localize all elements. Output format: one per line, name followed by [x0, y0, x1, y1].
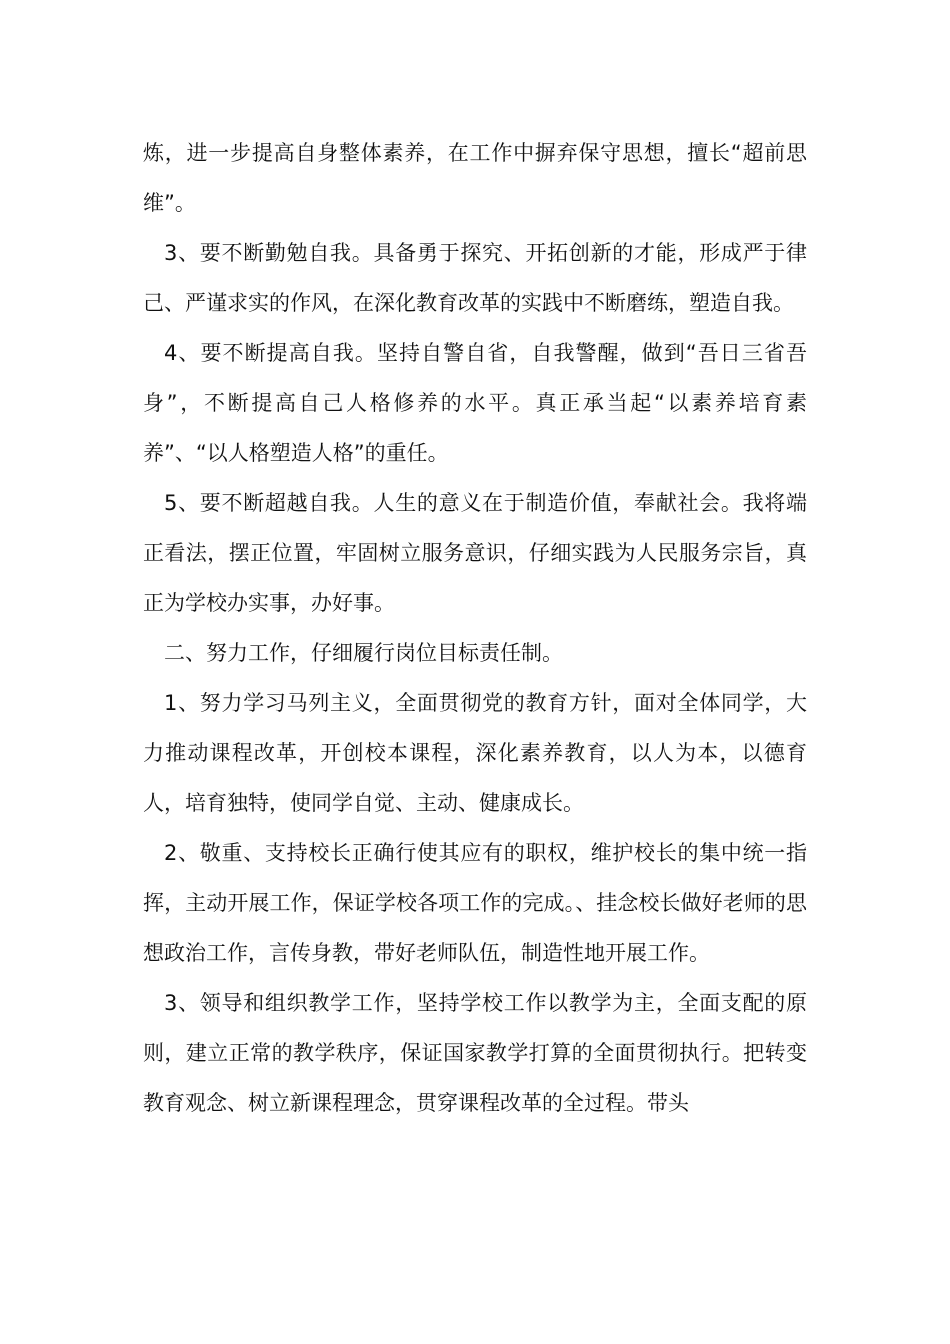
paragraph-section2-item-3: 3、领导和组织教学工作，坚持学校工作以教学为主，全面支配的原则，建立正常的教学秩序，保证国家教学打算的全面贯彻执行。把转变教育观念、树立新课程理念，贯穿课程改革的全过程。带头	[143, 991, 807, 1115]
section-heading-2: 二、努力工作，仔细履行岗位目标责任制。	[164, 641, 563, 665]
paragraph-section2-item-1: 1、努力学习马列主义，全面贯彻党的教育方针，面对全体同学，大力推动课程改革，开创校本课程，深化素养教育，以人为本，以德育人，培育独特，使同学自觉、主动、健康成长。	[143, 691, 807, 815]
paragraph-item-4: 4、要不断提高自我。坚持自警自省，自我警醒，做到“吾日三省吾身”，不断提高自己人格修养的水平。真正承当起“以素养培育素养”、“以人格塑造人格”的重任。	[143, 341, 807, 465]
paragraph-section2-item-2: 2、敬重、支持校长正确行使其应有的职权，维护校长的集中统一指挥，主动开展工作，保证学校各项工作的完成。、挂念校长做好老师的思想政治工作，言传身教，带好老师队伍，制造性地开展工作。	[143, 841, 807, 965]
document-body	[143, 128, 807, 1128]
paragraph-item-3: 3、要不断勤勉自我。具备勇于探究、开拓创新的才能，形成严于律己、严谨求实的作风，在深化教育改革的实践中不断磨练，塑造自我。	[143, 241, 807, 315]
paragraph-item-5: 5、要不断超越自我。人生的意义在于制造价值，奉献社会。我将端正看法，摆正位置，牢固树立服务意识，仔细实践为人民服务宗旨，真正为学校办实事，办好事。	[143, 491, 807, 615]
paragraph-continuation: 炼，进一步提高自身整体素养，在工作中摒弃保守思想，擅长“超前思维”。	[143, 141, 807, 215]
